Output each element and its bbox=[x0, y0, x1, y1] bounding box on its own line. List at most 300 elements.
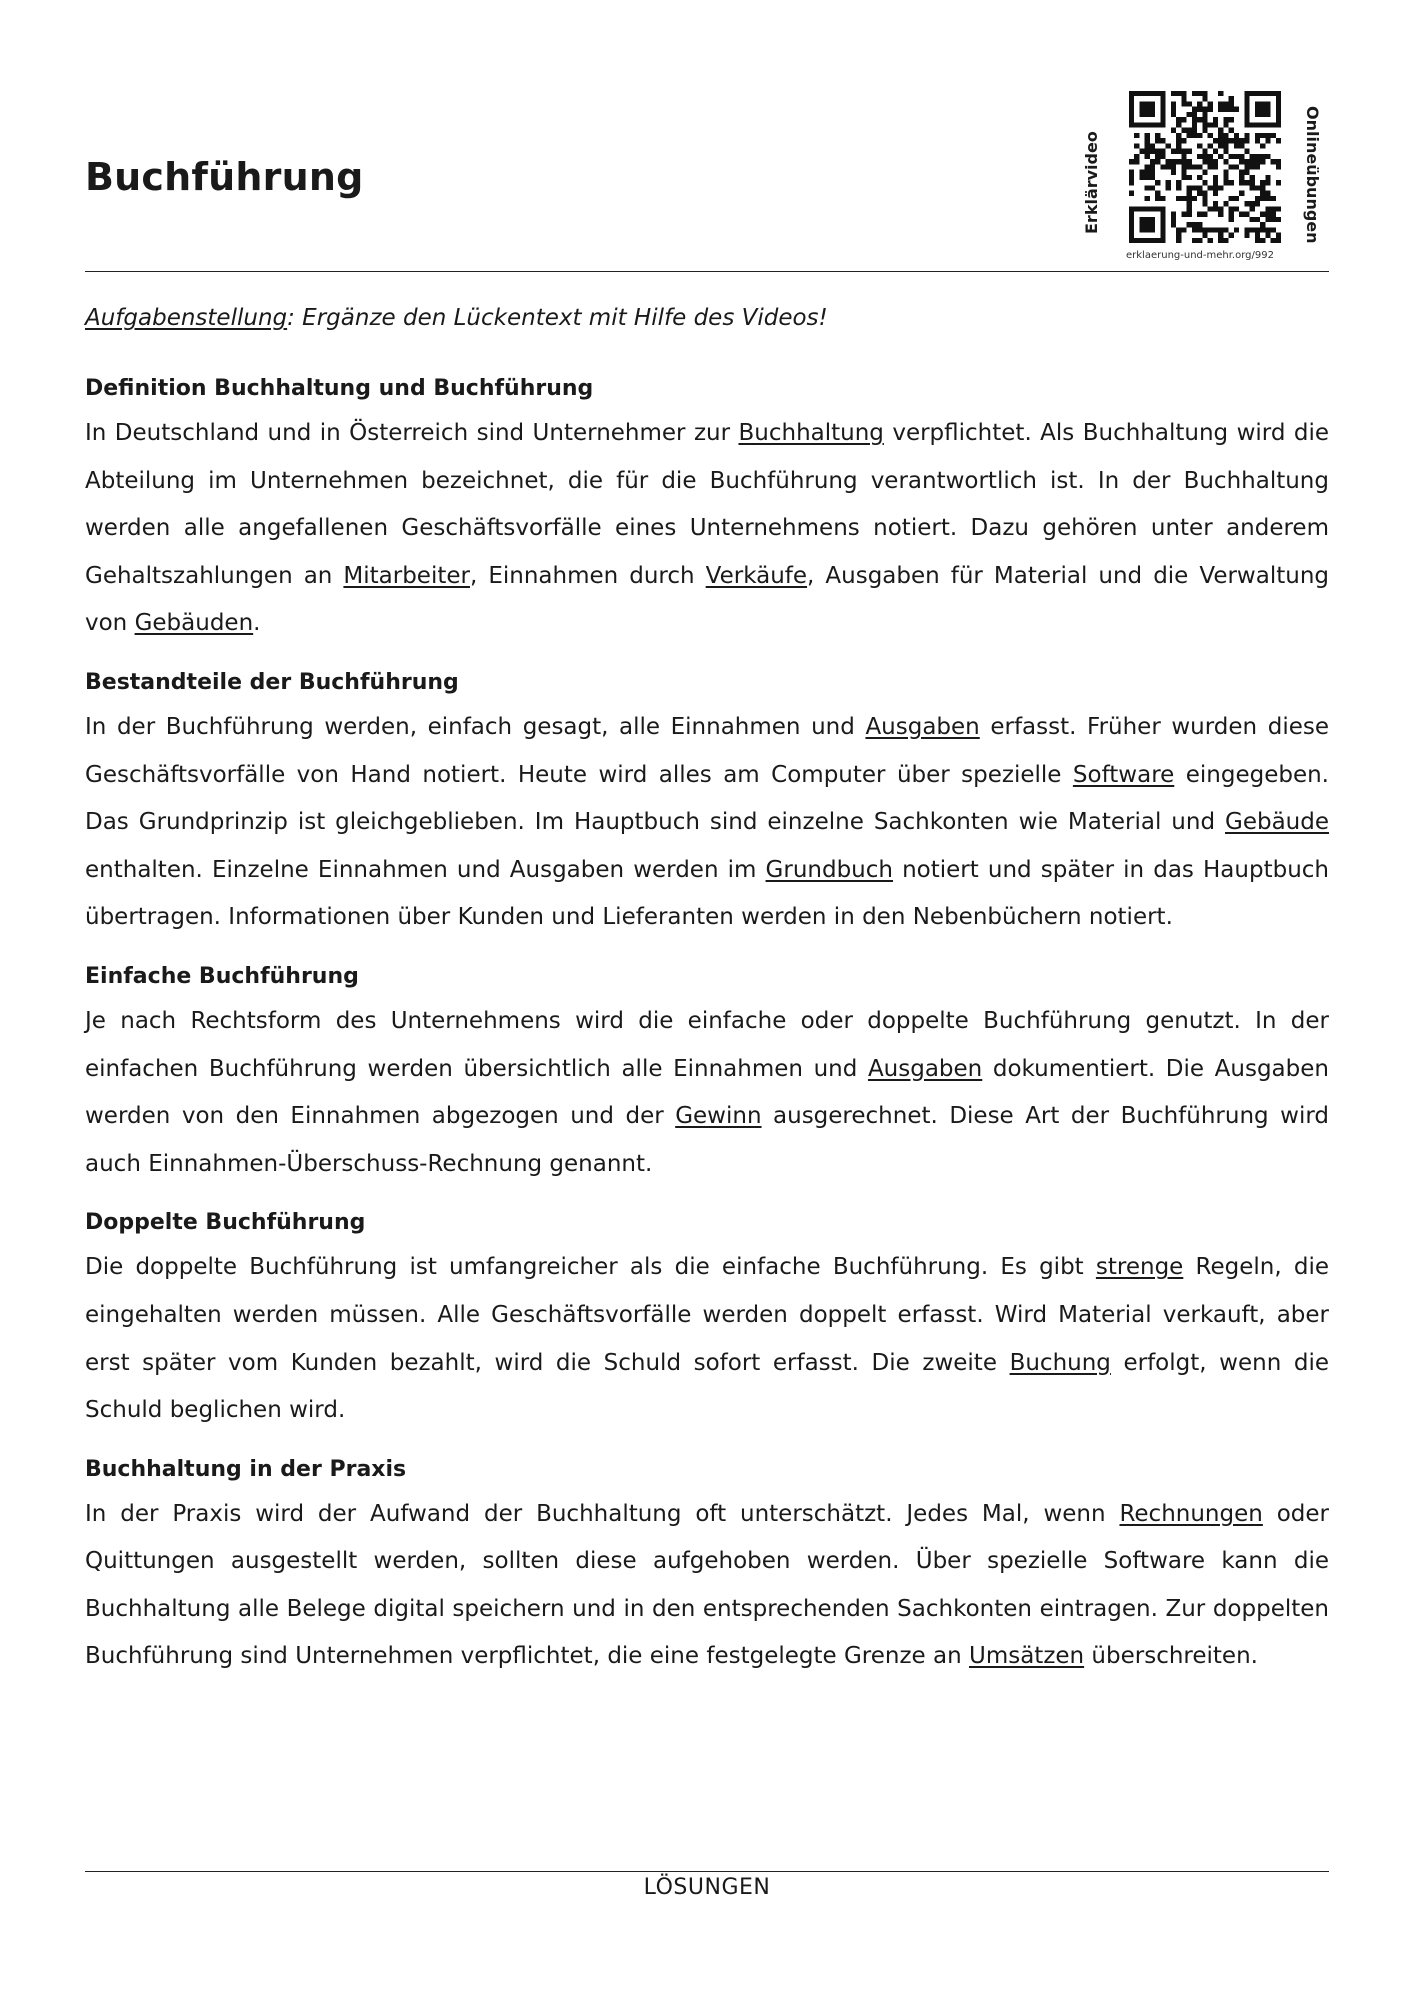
qr-module bbox=[1187, 149, 1192, 154]
qr-module bbox=[1139, 170, 1144, 175]
qr-module bbox=[1176, 143, 1181, 148]
qr-module bbox=[1255, 238, 1260, 243]
qr-module bbox=[1223, 143, 1228, 148]
qr-module bbox=[1187, 175, 1192, 180]
qr-module bbox=[1134, 206, 1139, 211]
qr-module bbox=[1276, 117, 1281, 122]
qr-module bbox=[1181, 212, 1186, 217]
qr-module bbox=[1213, 149, 1218, 154]
qr-module bbox=[1276, 107, 1281, 112]
qr-module bbox=[1223, 138, 1228, 143]
qr-module bbox=[1223, 227, 1228, 232]
answer-word: Ausgaben bbox=[865, 713, 980, 740]
text-run: Je nach Rechtsform des Unternehmens wird die einfache oder doppelte Buchführung genutzt. In der einfachen Buchführung werden übersichtlich alle Einnahmen und bbox=[85, 1007, 1329, 1082]
qr-url: erklaerung-und-mehr.org/992 bbox=[1126, 250, 1274, 261]
qr-module bbox=[1176, 117, 1181, 122]
qr-module bbox=[1260, 159, 1265, 164]
qr-module bbox=[1265, 91, 1270, 96]
qr-module bbox=[1192, 238, 1197, 243]
qr-module bbox=[1276, 238, 1281, 243]
qr-module bbox=[1244, 107, 1249, 112]
qr-module bbox=[1218, 185, 1223, 190]
qr-module bbox=[1171, 107, 1176, 112]
qr-module bbox=[1223, 238, 1228, 243]
qr-module bbox=[1166, 180, 1171, 185]
qr-module bbox=[1160, 164, 1165, 169]
qr-module bbox=[1155, 122, 1160, 127]
answer-word: Umsätzen bbox=[968, 1643, 1085, 1670]
qr-module bbox=[1260, 196, 1265, 201]
qr-module bbox=[1255, 133, 1260, 138]
qr-module bbox=[1192, 91, 1197, 96]
qr-module bbox=[1234, 227, 1239, 232]
qr-module bbox=[1139, 91, 1144, 96]
qr-module bbox=[1134, 154, 1139, 159]
qr-module bbox=[1202, 201, 1207, 206]
qr-module bbox=[1276, 233, 1281, 238]
qr-module bbox=[1250, 227, 1255, 232]
qr-module bbox=[1129, 175, 1134, 180]
text-run: ausgerechnet. Diese Art der Buchführung wird auch Einnahmen-Überschuss-Rechnung genannt. bbox=[85, 1103, 1329, 1177]
footer-label: LÖSUNGEN bbox=[643, 1875, 771, 1900]
qr-module bbox=[1218, 143, 1223, 148]
qr-module bbox=[1265, 138, 1270, 143]
qr-module bbox=[1192, 222, 1197, 227]
qr-module bbox=[1187, 112, 1192, 117]
qr-module bbox=[1202, 196, 1207, 201]
qr-module bbox=[1150, 238, 1155, 243]
qr-right-caption bbox=[1292, 88, 1328, 263]
qr-module bbox=[1202, 154, 1207, 159]
section-1 bbox=[85, 662, 1329, 942]
qr-module bbox=[1145, 107, 1150, 112]
qr-module bbox=[1192, 164, 1197, 169]
qr-module bbox=[1176, 180, 1181, 185]
qr-module bbox=[1129, 117, 1134, 122]
qr-module bbox=[1239, 180, 1244, 185]
qr-module bbox=[1265, 175, 1270, 180]
qr-module bbox=[1271, 206, 1276, 211]
qr-module bbox=[1202, 227, 1207, 232]
qr-module bbox=[1181, 138, 1186, 143]
qr-module bbox=[1208, 143, 1213, 148]
qr-module bbox=[1234, 133, 1239, 138]
qr-module bbox=[1155, 149, 1160, 154]
qr-module bbox=[1208, 185, 1213, 190]
qr-module bbox=[1250, 201, 1255, 206]
qr-module bbox=[1187, 128, 1192, 133]
qr-module bbox=[1223, 117, 1228, 122]
qr-module bbox=[1265, 191, 1270, 196]
qr-module bbox=[1134, 133, 1139, 138]
qr-module bbox=[1202, 91, 1207, 96]
qr-module bbox=[1234, 107, 1239, 112]
qr-module bbox=[1255, 185, 1260, 190]
qr-module bbox=[1255, 164, 1260, 169]
qr-module bbox=[1155, 133, 1160, 138]
qr-module bbox=[1239, 138, 1244, 143]
qr-module bbox=[1265, 122, 1270, 127]
qr-module bbox=[1145, 170, 1150, 175]
qr-module bbox=[1197, 185, 1202, 190]
qr-module bbox=[1276, 112, 1281, 117]
qr-module bbox=[1160, 154, 1165, 159]
qr-module bbox=[1166, 164, 1171, 169]
qr-module bbox=[1134, 91, 1139, 96]
qr-module bbox=[1244, 159, 1249, 164]
qr-module bbox=[1244, 180, 1249, 185]
qr-module bbox=[1197, 175, 1202, 180]
qr-module bbox=[1139, 149, 1144, 154]
qr-module bbox=[1244, 122, 1249, 127]
qr-module bbox=[1229, 212, 1234, 217]
qr-module bbox=[1229, 206, 1234, 211]
qr-module bbox=[1197, 238, 1202, 243]
qr-module bbox=[1145, 206, 1150, 211]
qr-module bbox=[1197, 212, 1202, 217]
qr-module bbox=[1265, 107, 1270, 112]
qr-module bbox=[1260, 154, 1265, 159]
qr-module bbox=[1223, 149, 1228, 154]
qr-module bbox=[1176, 133, 1181, 138]
qr-module bbox=[1213, 122, 1218, 127]
qr-module bbox=[1145, 154, 1150, 159]
text-run: Regeln, die eingehalten werden müssen. Alle Geschäftsvorfälle werden doppelt erfasst. Wird Material verkauft, aber erst später vom Kunden bezahlt, wird die Schuld sofort erfasst. Die zweite bbox=[85, 1254, 1329, 1376]
qr-module bbox=[1234, 206, 1239, 211]
qr-module bbox=[1244, 101, 1249, 106]
qr-module bbox=[1160, 96, 1165, 101]
qr-module bbox=[1129, 217, 1134, 222]
qr-module bbox=[1255, 227, 1260, 232]
qr-module bbox=[1150, 206, 1155, 211]
qr-module bbox=[1213, 164, 1218, 169]
qr-module bbox=[1260, 91, 1265, 96]
qr-module bbox=[1202, 96, 1207, 101]
qr-module bbox=[1181, 149, 1186, 154]
qr-module bbox=[1213, 159, 1218, 164]
qr-module bbox=[1197, 227, 1202, 232]
qr-module bbox=[1250, 164, 1255, 169]
qr-module bbox=[1150, 143, 1155, 148]
answer-word: strenge bbox=[1095, 1254, 1184, 1281]
qr-module bbox=[1134, 159, 1139, 164]
qr-module bbox=[1150, 159, 1155, 164]
text-run: verpflichtet. Als Buchhaltung wird die Abteilung im Unternehmen bezeichnet, die für die Buchführung verantwortlich ist. In der Buchhaltung werden alle angefallenen Geschäftsvorfälle eines Unternehmens notiert. Dazu gehören unter anderem Gehaltszahlungen an bbox=[85, 420, 1329, 589]
qr-module bbox=[1181, 101, 1186, 106]
qr-module bbox=[1181, 164, 1186, 169]
qr-module bbox=[1244, 112, 1249, 117]
qr-module bbox=[1197, 154, 1202, 159]
qr-module bbox=[1234, 138, 1239, 143]
section-paragraph bbox=[85, 1491, 1329, 1681]
qr-module bbox=[1208, 206, 1213, 211]
qr-module bbox=[1160, 238, 1165, 243]
qr-module bbox=[1276, 159, 1281, 164]
qr-module bbox=[1208, 122, 1213, 127]
qr-module bbox=[1202, 233, 1207, 238]
qr-module bbox=[1208, 101, 1213, 106]
qr-module bbox=[1260, 107, 1265, 112]
qr-module bbox=[1176, 196, 1181, 201]
qr-module bbox=[1145, 91, 1150, 96]
qr-module bbox=[1129, 222, 1134, 227]
qr-code-icon[interactable] bbox=[1129, 91, 1281, 243]
qr-module bbox=[1176, 233, 1181, 238]
qr-module bbox=[1244, 133, 1249, 138]
qr-module bbox=[1187, 201, 1192, 206]
qr-module bbox=[1223, 201, 1228, 206]
qr-module bbox=[1145, 222, 1150, 227]
qr-module bbox=[1255, 91, 1260, 96]
qr-module bbox=[1160, 122, 1165, 127]
qr-module bbox=[1145, 101, 1150, 106]
qr-module bbox=[1239, 175, 1244, 180]
qr-module bbox=[1260, 212, 1265, 217]
qr-module bbox=[1181, 196, 1186, 201]
qr-module bbox=[1181, 175, 1186, 180]
qr-module bbox=[1192, 196, 1197, 201]
qr-module bbox=[1271, 122, 1276, 127]
qr-module bbox=[1150, 175, 1155, 180]
answer-word: Gewinn bbox=[675, 1103, 762, 1130]
qr-module bbox=[1239, 170, 1244, 175]
text-run: enthalten. Einzelne Einnahmen und Ausgaben werden im bbox=[85, 856, 766, 883]
qr-module bbox=[1223, 107, 1228, 112]
text-run: Die doppelte Buchführung ist umfangreicher als die einfache Buchführung. Es gibt bbox=[85, 1254, 1096, 1281]
task-label: Aufgabenstellung bbox=[85, 305, 288, 331]
answer-word: Buchung bbox=[1009, 1349, 1111, 1376]
qr-module bbox=[1181, 227, 1186, 232]
qr-module bbox=[1218, 128, 1223, 133]
qr-module bbox=[1160, 107, 1165, 112]
qr-module bbox=[1244, 149, 1249, 154]
text-run: eingegeben. Das Grundprinzip ist gleichgeblieben. Im Hauptbuch sind einzelne Sachkonten wie Material und bbox=[85, 761, 1329, 836]
text-run: dokumentiert. Die Ausgaben werden von den Einnahmen abgezogen und der bbox=[85, 1055, 1329, 1130]
qr-module bbox=[1271, 217, 1276, 222]
qr-module bbox=[1276, 96, 1281, 101]
qr-module bbox=[1218, 101, 1223, 106]
qr-module bbox=[1218, 133, 1223, 138]
qr-module bbox=[1166, 143, 1171, 148]
qr-module bbox=[1155, 191, 1160, 196]
qr-module bbox=[1139, 107, 1144, 112]
qr-module bbox=[1213, 191, 1218, 196]
qr-module bbox=[1150, 107, 1155, 112]
qr-module bbox=[1139, 238, 1144, 243]
qr-module bbox=[1160, 112, 1165, 117]
qr-module bbox=[1197, 117, 1202, 122]
qr-module bbox=[1208, 159, 1213, 164]
qr-module bbox=[1160, 227, 1165, 232]
qr-module bbox=[1265, 227, 1270, 232]
qr-module bbox=[1150, 185, 1155, 190]
qr-module bbox=[1218, 154, 1223, 159]
qr-module bbox=[1181, 91, 1186, 96]
qr-module bbox=[1129, 107, 1134, 112]
qr-module bbox=[1234, 196, 1239, 201]
qr-module bbox=[1202, 159, 1207, 164]
qr-module bbox=[1250, 175, 1255, 180]
qr-module bbox=[1229, 164, 1234, 169]
qr-block bbox=[1078, 88, 1328, 270]
answer-word: Ausgaben bbox=[867, 1055, 983, 1082]
qr-module bbox=[1202, 149, 1207, 154]
qr-module bbox=[1276, 91, 1281, 96]
qr-module bbox=[1202, 212, 1207, 217]
qr-module bbox=[1160, 217, 1165, 222]
qr-module bbox=[1202, 117, 1207, 122]
qr-module bbox=[1276, 164, 1281, 169]
qr-module bbox=[1213, 117, 1218, 122]
qr-module bbox=[1239, 191, 1244, 196]
qr-module bbox=[1129, 206, 1134, 211]
qr-module bbox=[1271, 227, 1276, 232]
qr-module bbox=[1271, 133, 1276, 138]
qr-module bbox=[1187, 191, 1192, 196]
qr-module bbox=[1129, 112, 1134, 117]
qr-module bbox=[1176, 122, 1181, 127]
qr-module bbox=[1208, 154, 1213, 159]
qr-module bbox=[1171, 159, 1176, 164]
qr-module bbox=[1187, 164, 1192, 169]
qr-module bbox=[1213, 180, 1218, 185]
qr-module bbox=[1260, 101, 1265, 106]
qr-module bbox=[1160, 149, 1165, 154]
qr-module bbox=[1265, 180, 1270, 185]
qr-module bbox=[1255, 107, 1260, 112]
qr-module bbox=[1150, 222, 1155, 227]
qr-module bbox=[1197, 164, 1202, 169]
qr-module bbox=[1218, 238, 1223, 243]
section-3 bbox=[85, 1202, 1329, 1434]
qr-module bbox=[1150, 164, 1155, 169]
qr-module bbox=[1250, 91, 1255, 96]
section-heading: Einfache Buchführung bbox=[85, 963, 359, 989]
qr-module bbox=[1229, 128, 1234, 133]
qr-module bbox=[1176, 159, 1181, 164]
qr-module bbox=[1192, 227, 1197, 232]
answer-word: Mitarbeiter bbox=[343, 562, 470, 589]
qr-module bbox=[1255, 196, 1260, 201]
section-paragraph bbox=[85, 998, 1329, 1188]
qr-module bbox=[1166, 159, 1171, 164]
qr-module bbox=[1229, 233, 1234, 238]
qr-module bbox=[1260, 122, 1265, 127]
qr-module bbox=[1223, 133, 1228, 138]
qr-module bbox=[1145, 122, 1150, 127]
qr-module bbox=[1129, 212, 1134, 217]
qr-module bbox=[1223, 101, 1228, 106]
qr-module bbox=[1139, 206, 1144, 211]
qr-module bbox=[1276, 180, 1281, 185]
qr-module bbox=[1150, 122, 1155, 127]
qr-module bbox=[1160, 222, 1165, 227]
qr-module bbox=[1244, 138, 1249, 143]
qr-module bbox=[1213, 206, 1218, 211]
answer-word: Verkäufe bbox=[705, 562, 808, 589]
qr-module bbox=[1213, 185, 1218, 190]
qr-module bbox=[1134, 143, 1139, 148]
qr-module bbox=[1129, 227, 1134, 232]
qr-module bbox=[1129, 101, 1134, 106]
section-paragraph bbox=[85, 704, 1329, 942]
qr-module bbox=[1145, 227, 1150, 232]
qr-module bbox=[1255, 201, 1260, 206]
qr-module bbox=[1255, 154, 1260, 159]
qr-module bbox=[1218, 206, 1223, 211]
qr-module bbox=[1155, 154, 1160, 159]
qr-module bbox=[1145, 217, 1150, 222]
qr-module bbox=[1139, 175, 1144, 180]
qr-module bbox=[1129, 122, 1134, 127]
qr-module bbox=[1129, 180, 1134, 185]
qr-module bbox=[1155, 159, 1160, 164]
qr-module bbox=[1150, 217, 1155, 222]
qr-module bbox=[1202, 191, 1207, 196]
qr-module bbox=[1239, 154, 1244, 159]
qr-module bbox=[1160, 206, 1165, 211]
qr-module bbox=[1129, 191, 1134, 196]
qr-module bbox=[1171, 164, 1176, 169]
qr-module bbox=[1276, 217, 1281, 222]
qr-module bbox=[1244, 201, 1249, 206]
qr-module bbox=[1234, 164, 1239, 169]
qr-module bbox=[1239, 159, 1244, 164]
qr-module bbox=[1171, 222, 1176, 227]
qr-module bbox=[1276, 101, 1281, 106]
qr-module bbox=[1139, 112, 1144, 117]
qr-module bbox=[1229, 117, 1234, 122]
qr-module bbox=[1197, 222, 1202, 227]
qr-module bbox=[1150, 149, 1155, 154]
qr-module bbox=[1160, 117, 1165, 122]
qr-module bbox=[1276, 206, 1281, 211]
qr-module bbox=[1160, 91, 1165, 96]
qr-module bbox=[1160, 138, 1165, 143]
qr-module bbox=[1202, 128, 1207, 133]
qr-module bbox=[1271, 91, 1276, 96]
qr-module bbox=[1244, 117, 1249, 122]
qr-module bbox=[1145, 143, 1150, 148]
qr-module bbox=[1229, 154, 1234, 159]
text-run: , Ausgaben für Material und die Verwaltung von bbox=[85, 562, 1329, 637]
section-4 bbox=[85, 1449, 1329, 1681]
qr-module bbox=[1192, 185, 1197, 190]
task-instruction bbox=[85, 298, 1329, 338]
qr-left-caption bbox=[1078, 88, 1118, 238]
qr-module bbox=[1202, 122, 1207, 127]
qr-module bbox=[1171, 128, 1176, 133]
qr-module bbox=[1145, 175, 1150, 180]
qr-module bbox=[1265, 233, 1270, 238]
qr-module bbox=[1208, 107, 1213, 112]
section-heading: Definition Buchhaltung und Buchführung bbox=[85, 376, 594, 401]
qr-module bbox=[1155, 206, 1160, 211]
qr-module bbox=[1229, 101, 1234, 106]
qr-module bbox=[1208, 164, 1213, 169]
qr-module bbox=[1244, 96, 1249, 101]
header-divider bbox=[85, 271, 1329, 272]
qr-module bbox=[1250, 159, 1255, 164]
qr-module bbox=[1187, 101, 1192, 106]
qr-module bbox=[1223, 180, 1228, 185]
qr-module bbox=[1202, 170, 1207, 175]
qr-module bbox=[1239, 212, 1244, 217]
qr-module bbox=[1176, 238, 1181, 243]
qr-module bbox=[1145, 112, 1150, 117]
qr-module bbox=[1265, 196, 1270, 201]
qr-module bbox=[1129, 159, 1134, 164]
